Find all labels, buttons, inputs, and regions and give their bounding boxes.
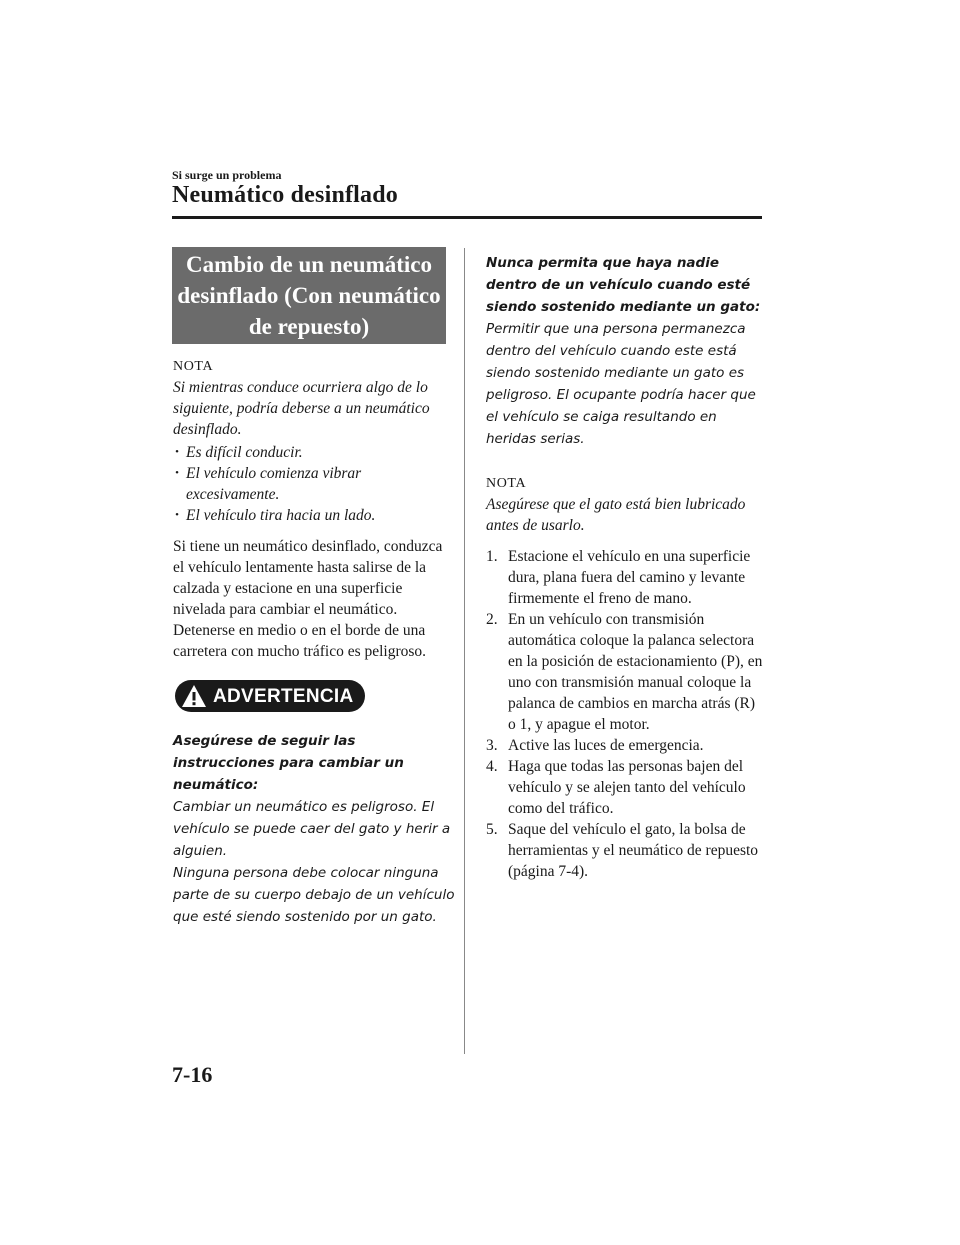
warning-text: Ninguna persona debe colocar ninguna parte de su cuerpo debajo de un vehículo que esté siendo sostenido por un gato. <box>173 865 455 925</box>
section-title: Cambio de un neumático desinflado (Con neumático de repuesto) <box>177 252 441 339</box>
warning-block <box>173 730 455 928</box>
step-item <box>486 819 766 882</box>
step-text: En un vehículo con transmisión automática coloque la palanca selectora en la posición de estacionamiento (P), en uno con transmisión manual coloque la palanca de cambios en marcha atrás (R) o 1, y apague el motor. <box>508 611 763 733</box>
page-title: Neumático desinflado <box>172 182 398 208</box>
note-bullet-list <box>173 442 455 526</box>
warning-heading: Asegúrese de seguir las instrucciones para cambiar un neumático: <box>173 733 404 793</box>
step-text: Active las luces de emergencia. <box>508 737 704 754</box>
body-paragraph: Detenerse en medio o en el borde de una carretera con mucho tráfico es peligroso. <box>173 622 427 660</box>
warning-heading: Nunca permita que haya nadie dentro de un vehículo cuando esté siendo sostenido mediante un gato: <box>486 255 761 315</box>
page-number: 7-16 <box>172 1062 213 1087</box>
step-number: 4. <box>486 758 498 775</box>
note-label: NOTA <box>486 476 527 491</box>
step-text: Haga que todas las personas bajen del vehículo y se alejen tanto del vehículo como del tráfico. <box>508 758 746 817</box>
note-text: Asegúrese que el gato está bien lubricado antes de usarlo. <box>486 496 746 534</box>
note-text: Si mientras conduce ocurriera algo de lo siguiente, podría deberse a un neumático desinflado. <box>173 379 430 438</box>
section-label: Si surge un problema <box>172 168 282 182</box>
step-text: Estacione el vehículo en una superficie dura, plana fuera del camino y levante firmemente el freno de mano. <box>508 548 751 607</box>
warning-block <box>486 252 766 450</box>
step-item <box>486 609 766 735</box>
left-column <box>173 356 455 928</box>
step-number: 5. <box>486 821 498 838</box>
step-number: 2. <box>486 611 498 628</box>
warning-badge <box>175 680 365 712</box>
section-title-box <box>172 247 446 344</box>
note-label: NOTA <box>173 359 214 374</box>
right-column <box>486 252 766 882</box>
steps-list <box>486 546 766 882</box>
note-bullet: • El vehículo tira hacia un lado. <box>173 505 455 526</box>
warning-text: Permitir que una persona permanezca dentro del vehículo cuando este está siendo sostenido mediante un gato es peligroso. El ocupante podría hacer que el vehículo se caiga resultando en heridas serias. <box>486 321 756 447</box>
step-number: 1. <box>486 548 498 565</box>
warning-triangle-icon <box>181 684 207 708</box>
header-rule <box>172 216 762 219</box>
warning-label: ADVERTENCIA <box>213 685 354 707</box>
body-paragraph: Si tiene un neumático desinflado, conduzca el vehículo lentamente hasta salirse de la calzada y estacione en una superficie nivelada para cambiar el neumático. <box>173 538 443 618</box>
step-item <box>486 546 766 609</box>
step-item <box>486 735 766 756</box>
step-text: Saque del vehículo el gato, la bolsa de herramientas y el neumático de repuesto (página 7-4). <box>508 821 759 880</box>
step-item <box>486 756 766 819</box>
warning-text: Cambiar un neumático es peligroso. El vehículo se puede caer del gato y herir a alguien. <box>173 799 451 859</box>
note-bullet: • Es difícil conducir. <box>173 442 455 463</box>
note-bullet: • El vehículo comienza vibrar excesivamente. <box>173 463 455 505</box>
column-divider <box>464 248 465 1054</box>
step-number: 3. <box>486 737 498 754</box>
